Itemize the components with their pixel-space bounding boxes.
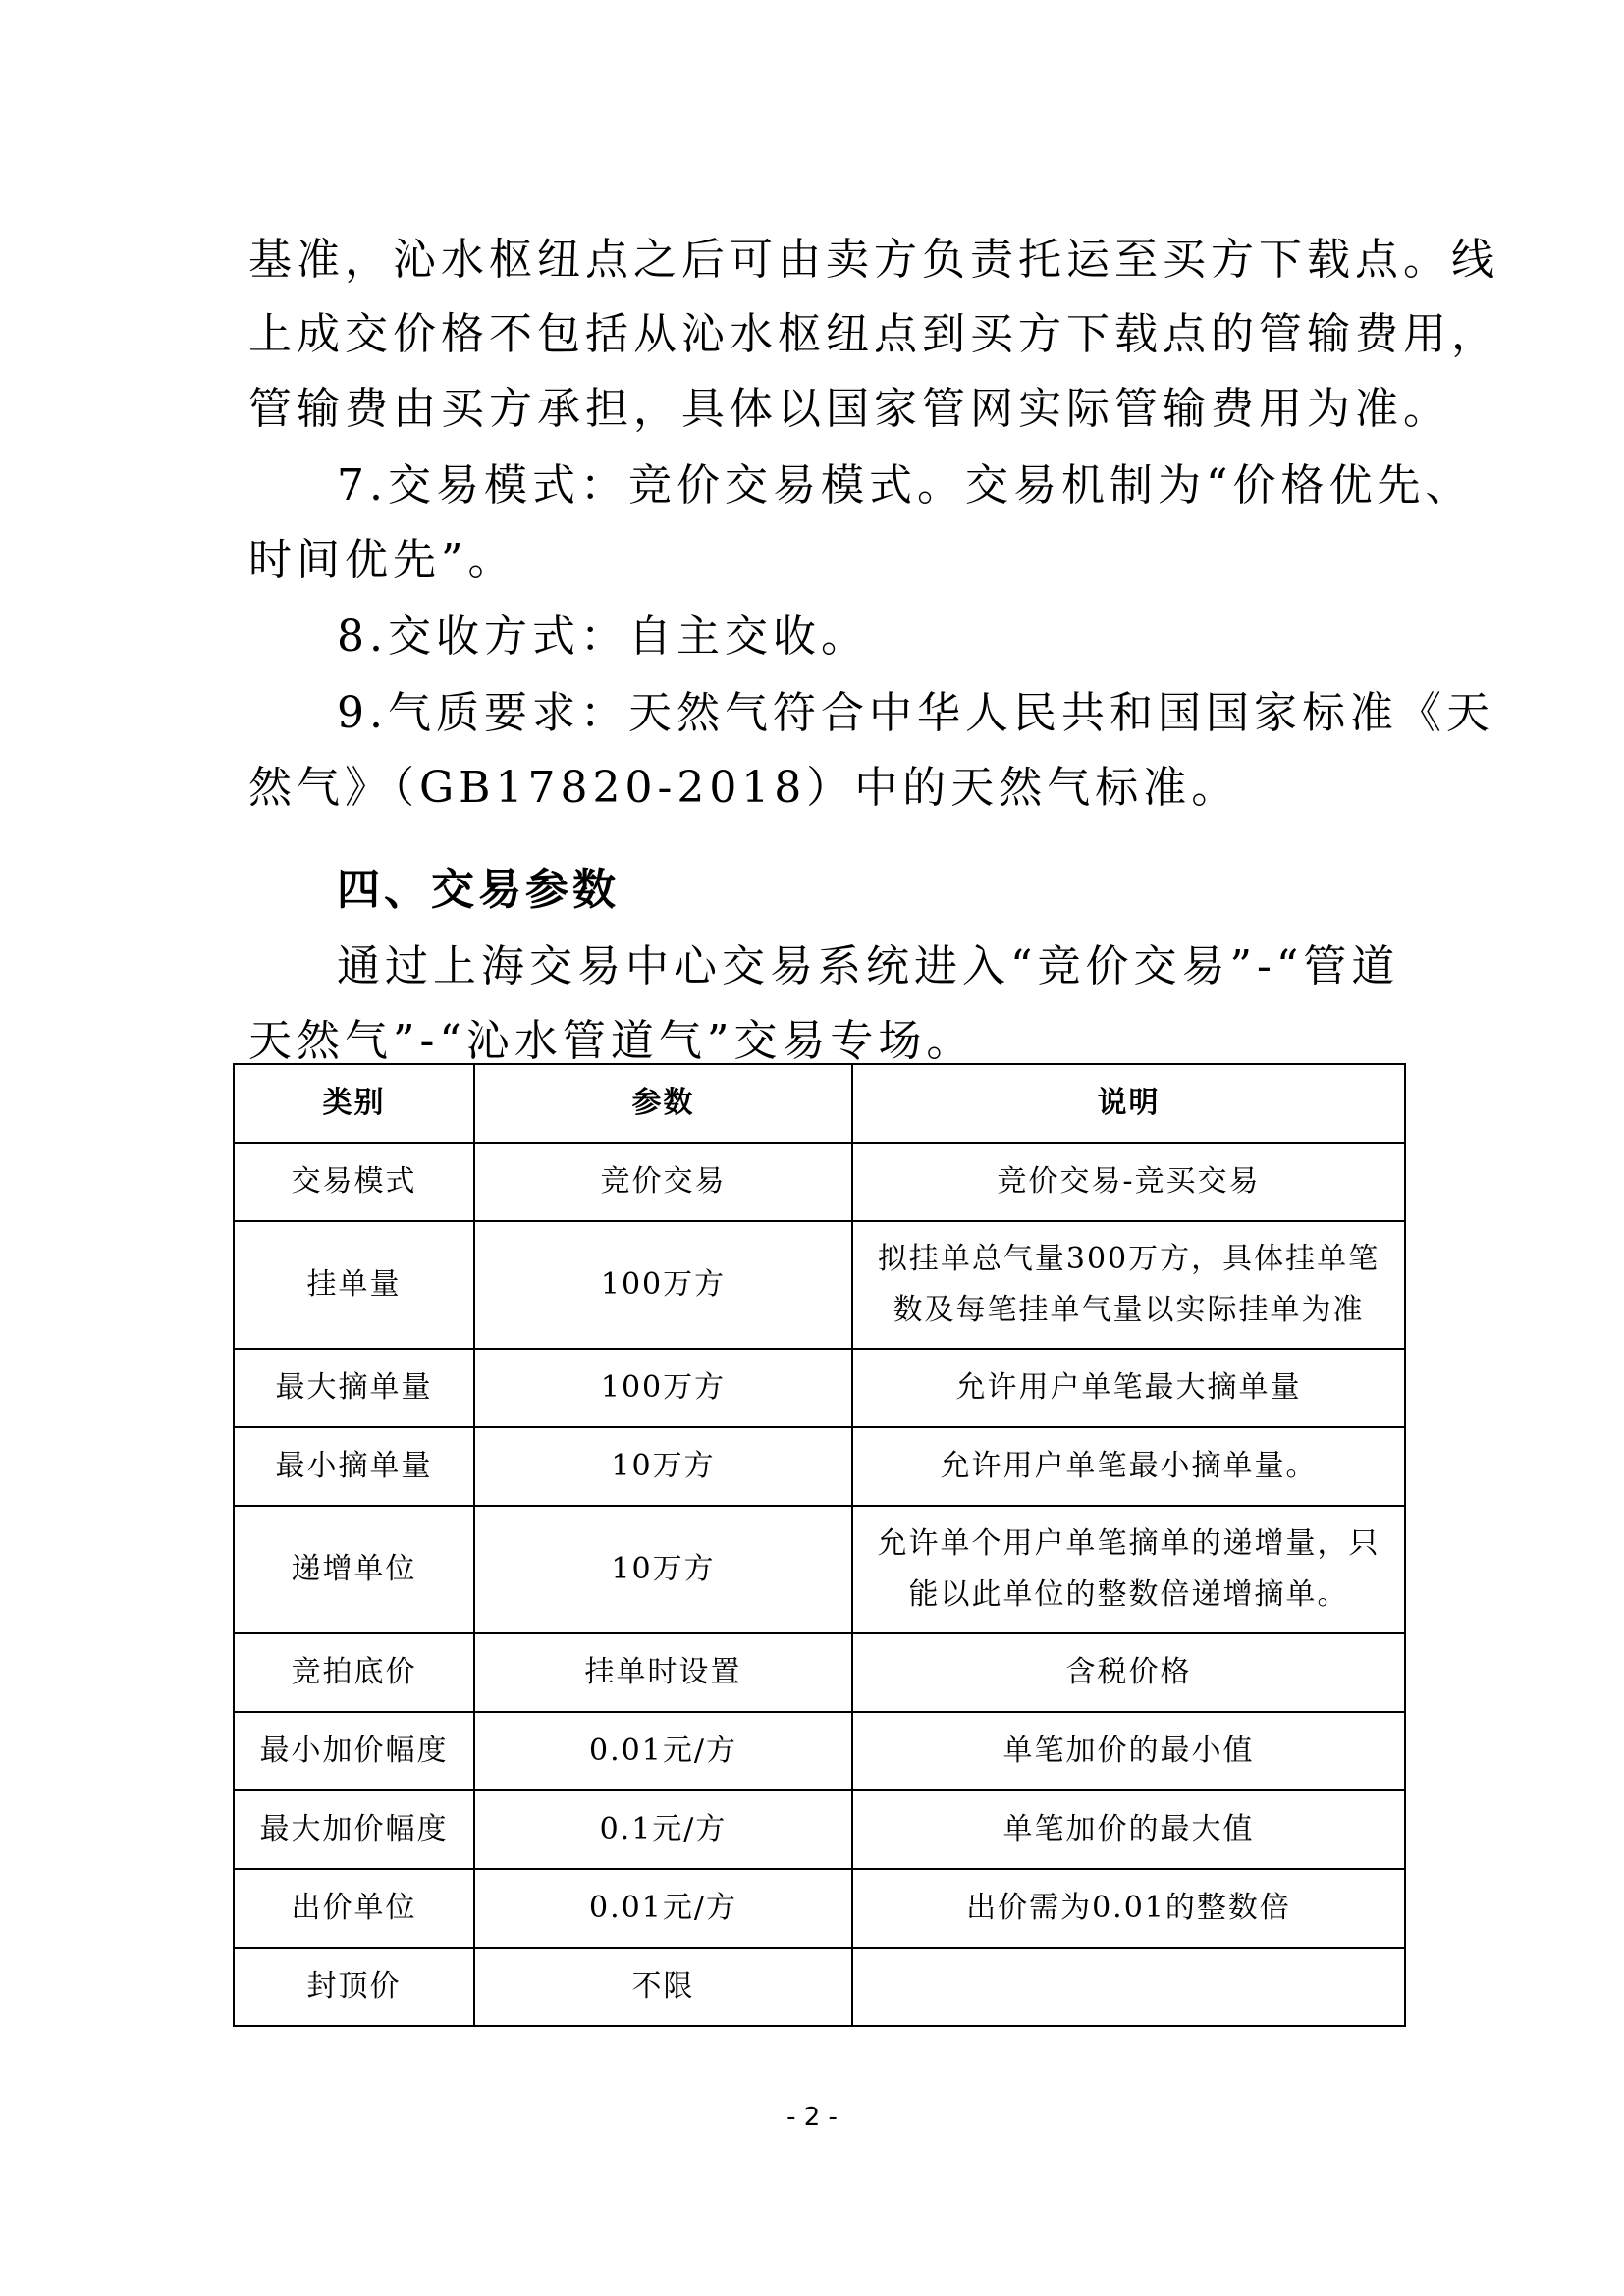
table-row — [234, 1712, 1405, 1790]
cell-note — [852, 1790, 1405, 1869]
note-line: 含税价格 — [1065, 1655, 1192, 1689]
cell-category: 最大摘单量 — [234, 1349, 474, 1427]
note-line: 单笔加价的最大值 — [1002, 1812, 1255, 1846]
cell-category: 最小摘单量 — [234, 1427, 474, 1506]
paragraph-line: 管输费由买方承担，具体以国家管网实际管输费用为准。 — [248, 384, 1451, 434]
note-line: 允许用户单笔最小摘单量。 — [940, 1449, 1318, 1483]
cell-param: 10万方 — [474, 1427, 852, 1506]
cell-note — [852, 1221, 1405, 1349]
paragraph-line: 通过上海交易中心交易系统进入“竞价交易”-“管道 — [337, 941, 1400, 991]
paragraph-line: 上成交价格不包括从沁水枢纽点到买方下载点的管输费用， — [248, 309, 1499, 359]
paragraph-line: 8.交收方式：自主交收。 — [337, 612, 869, 662]
cell-note — [852, 1349, 1405, 1427]
section-heading: 四、交易参数 — [337, 865, 620, 915]
cell-category: 递增单位 — [234, 1506, 474, 1633]
paragraph-line: 天然气”-“沁水管道气”交易专场。 — [248, 1016, 975, 1066]
header-category: 类别 — [234, 1064, 474, 1143]
cell-param: 0.01元/方 — [474, 1712, 852, 1790]
cell-category: 出价单位 — [234, 1869, 474, 1948]
cell-param: 100万方 — [474, 1349, 852, 1427]
header-note: 说明 — [852, 1064, 1405, 1143]
cell-category: 挂单量 — [234, 1221, 474, 1349]
header-param: 参数 — [474, 1064, 852, 1143]
note-line: 数及每笔挂单气量以实际挂单为准 — [893, 1293, 1365, 1327]
cell-param: 0.01元/方 — [474, 1869, 852, 1948]
cell-note — [852, 1948, 1405, 2026]
table-row — [234, 1221, 1405, 1349]
table-row — [234, 1948, 1405, 2026]
cell-note — [852, 1869, 1405, 1948]
cell-param: 不限 — [474, 1948, 852, 2026]
cell-note — [852, 1143, 1405, 1221]
cell-param: 挂单时设置 — [474, 1633, 852, 1712]
page-number: - 2 - — [786, 2103, 838, 2132]
cell-category: 竞拍底价 — [234, 1633, 474, 1712]
table-row — [234, 1790, 1405, 1869]
table-row — [234, 1143, 1405, 1221]
cell-param: 0.1元/方 — [474, 1790, 852, 1869]
paragraph-line: 基准，沁水枢纽点之后可由卖方负责托运至买方下载点。线 — [248, 235, 1499, 285]
note-line: 拟挂单总气量300万方，具体挂单笔 — [877, 1242, 1380, 1276]
note-line: 出价需为0.01的整数倍 — [966, 1891, 1291, 1925]
paragraph-line: 9.气质要求：天然气符合中华人民共和国国家标准《天 — [337, 688, 1494, 738]
parameters-table — [233, 1063, 1406, 2027]
cell-category: 交易模式 — [234, 1143, 474, 1221]
cell-category: 最小加价幅度 — [234, 1712, 474, 1790]
table-row — [234, 1869, 1405, 1948]
cell-category: 封顶价 — [234, 1948, 474, 2026]
note-line: 允许用户单笔最大摘单量 — [955, 1370, 1302, 1405]
table-row — [234, 1349, 1405, 1427]
table-row — [234, 1427, 1405, 1506]
note-line: 允许单个用户单笔摘单的递增量，只 — [877, 1526, 1380, 1561]
table-row — [234, 1506, 1405, 1633]
paragraph-line: 然气》（GB17820-2018）中的天然气标准。 — [248, 763, 1240, 813]
note-line: 能以此单位的整数倍递增摘单。 — [908, 1577, 1349, 1612]
table-header-row — [234, 1064, 1405, 1143]
table-row — [234, 1633, 1405, 1712]
cell-note — [852, 1633, 1405, 1712]
cell-note — [852, 1427, 1405, 1506]
cell-note — [852, 1712, 1405, 1790]
cell-param: 100万方 — [474, 1221, 852, 1349]
cell-note — [852, 1506, 1405, 1633]
paragraph-line: 7.交易模式：竞价交易模式。交易机制为“价格优先、 — [337, 460, 1474, 510]
paragraph-line: 时间优先”。 — [248, 535, 516, 585]
note-line: 竞价交易-竞买交易 — [997, 1164, 1261, 1199]
cell-param: 10万方 — [474, 1506, 852, 1633]
cell-category: 最大加价幅度 — [234, 1790, 474, 1869]
cell-param: 竞价交易 — [474, 1143, 852, 1221]
note-line: 单笔加价的最小值 — [1002, 1734, 1255, 1768]
